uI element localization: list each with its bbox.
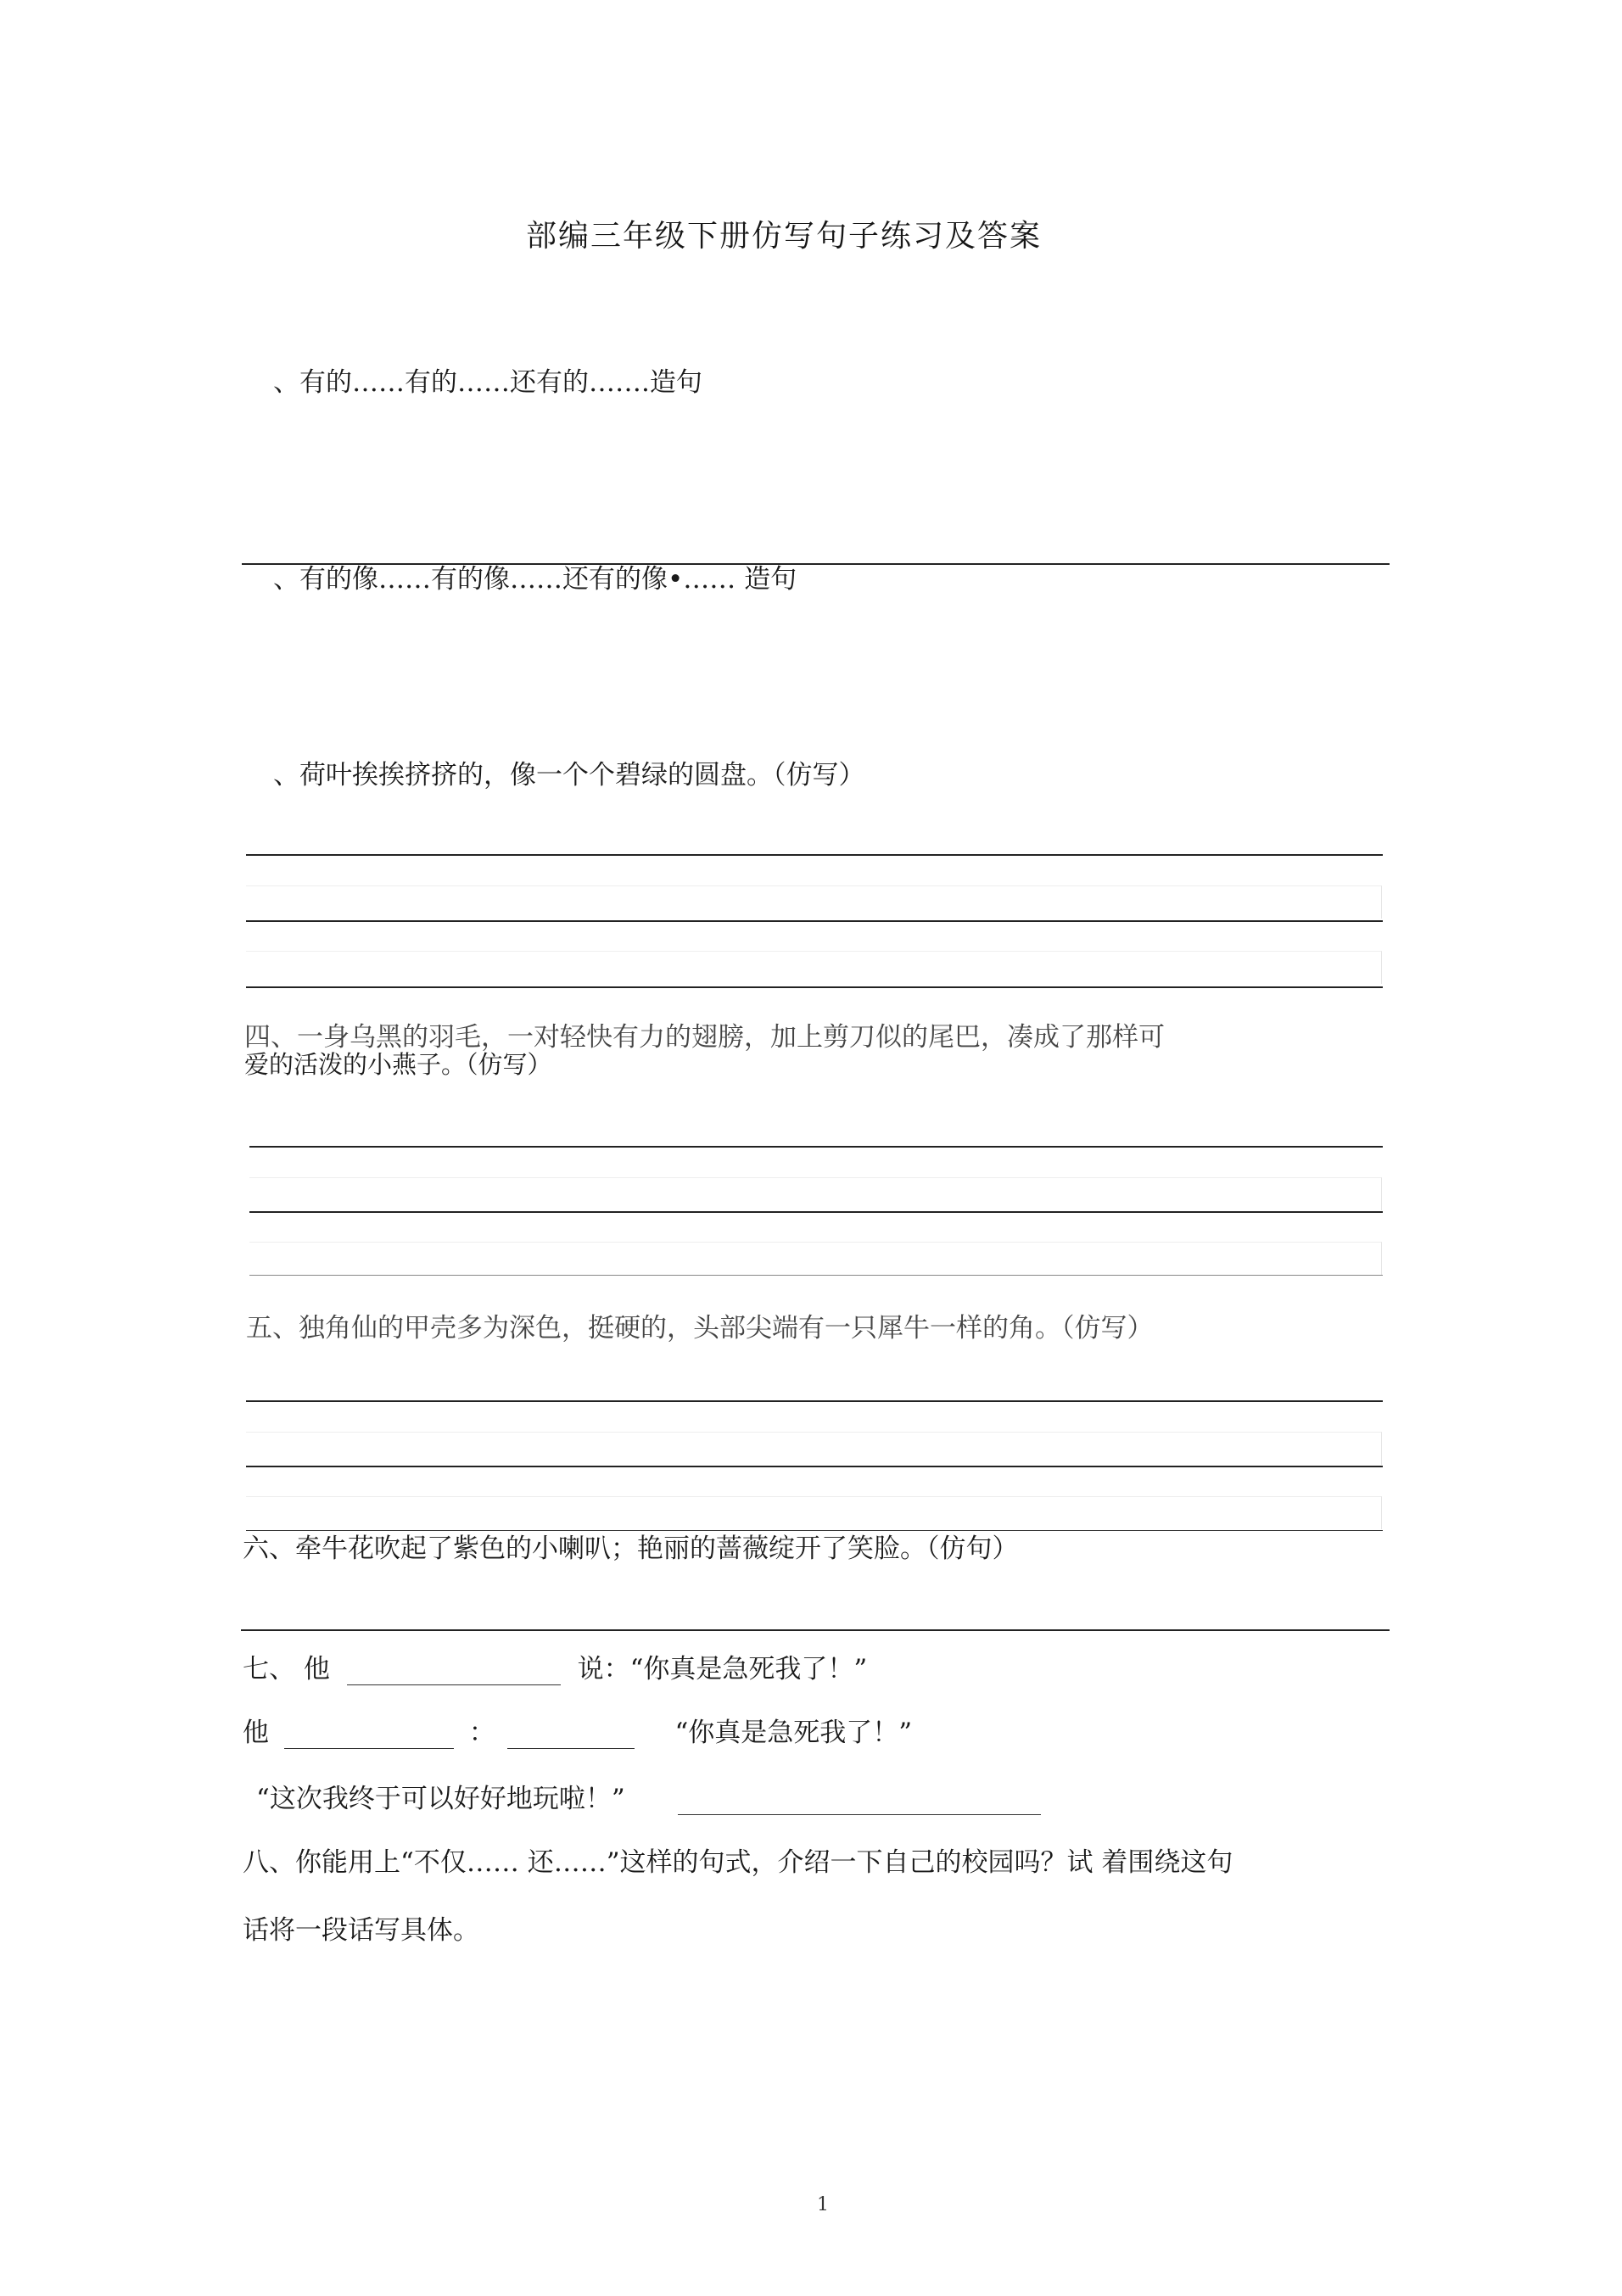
answer-line-ghost — [249, 1242, 1382, 1275]
question-4-line-1: 四、一身乌黑的羽毛，一对轻快有力的翅膀，加上剪刀似的尾巴，凑成了那样可 — [244, 1022, 1165, 1053]
answer-line — [246, 1400, 1383, 1402]
answer-line — [246, 920, 1383, 922]
question-6: 六、牵牛花吹起了紫色的小喇叭；艳丽的蔷薇绽开了笑脸。（仿句） — [243, 1533, 1019, 1564]
question-7-line-3 — [256, 1777, 1041, 1815]
page-number: 1 — [817, 2194, 829, 2215]
question-3: 、荷叶挨挨挤挤的，像一个个碧绿的圆盘。（仿写） — [273, 760, 865, 790]
question-5: 五、独角仙的甲壳多为深色，挺硬的，头部尖端有一只犀牛一样的角。（仿写） — [246, 1313, 1154, 1344]
question-7-line-2-prefix: 他 — [243, 1718, 269, 1748]
question-7-line-2-suffix: “你真是急死我了！” — [674, 1718, 913, 1748]
question-7-line-1 — [243, 1647, 867, 1685]
answer-blank[interactable] — [347, 1659, 561, 1685]
answer-line — [246, 854, 1383, 856]
answer-line — [249, 1211, 1383, 1213]
question-7-colon: ： — [468, 1718, 495, 1748]
answer-line — [241, 1629, 1390, 1631]
answer-line — [249, 1275, 1383, 1276]
question-7-line-2 — [243, 1711, 912, 1749]
answer-blank[interactable] — [507, 1723, 635, 1749]
answer-line-ghost — [249, 1177, 1382, 1210]
question-2: 、有的像……有的像……还有的像•…… 造句 — [273, 564, 797, 595]
question-8-line-1: 八、你能用上“不仅…… 还……”这样的句式，介绍一下自己的校园吗？试 着围绕这句 — [243, 1847, 1233, 1878]
answer-line — [246, 1466, 1383, 1467]
answer-line-ghost — [246, 1432, 1382, 1465]
answer-blank[interactable] — [284, 1723, 454, 1749]
answer-blank[interactable] — [678, 1789, 1041, 1815]
question-7-prefix: 七、 他 — [243, 1654, 330, 1684]
answer-line-ghost — [246, 885, 1382, 919]
question-4-line-2: 爱的活泼的小燕子。（仿写） — [244, 1050, 552, 1079]
question-7-suffix: 说：“你真是急死我了！” — [577, 1654, 868, 1684]
answer-line — [246, 986, 1383, 988]
answer-line-ghost — [246, 951, 1382, 984]
question-1: 、有的……有的……还有的…….造句 — [273, 367, 702, 398]
answer-line-ghost — [246, 1496, 1382, 1529]
answer-line — [249, 1146, 1383, 1148]
question-7-line-3-text: “这次我终于可以好好地玩啦！” — [256, 1784, 625, 1814]
page-title: 部编三年级下册仿写句子练习及答案 — [526, 219, 1043, 254]
question-8-line-2: 话将一段话写具体。 — [243, 1915, 479, 1946]
